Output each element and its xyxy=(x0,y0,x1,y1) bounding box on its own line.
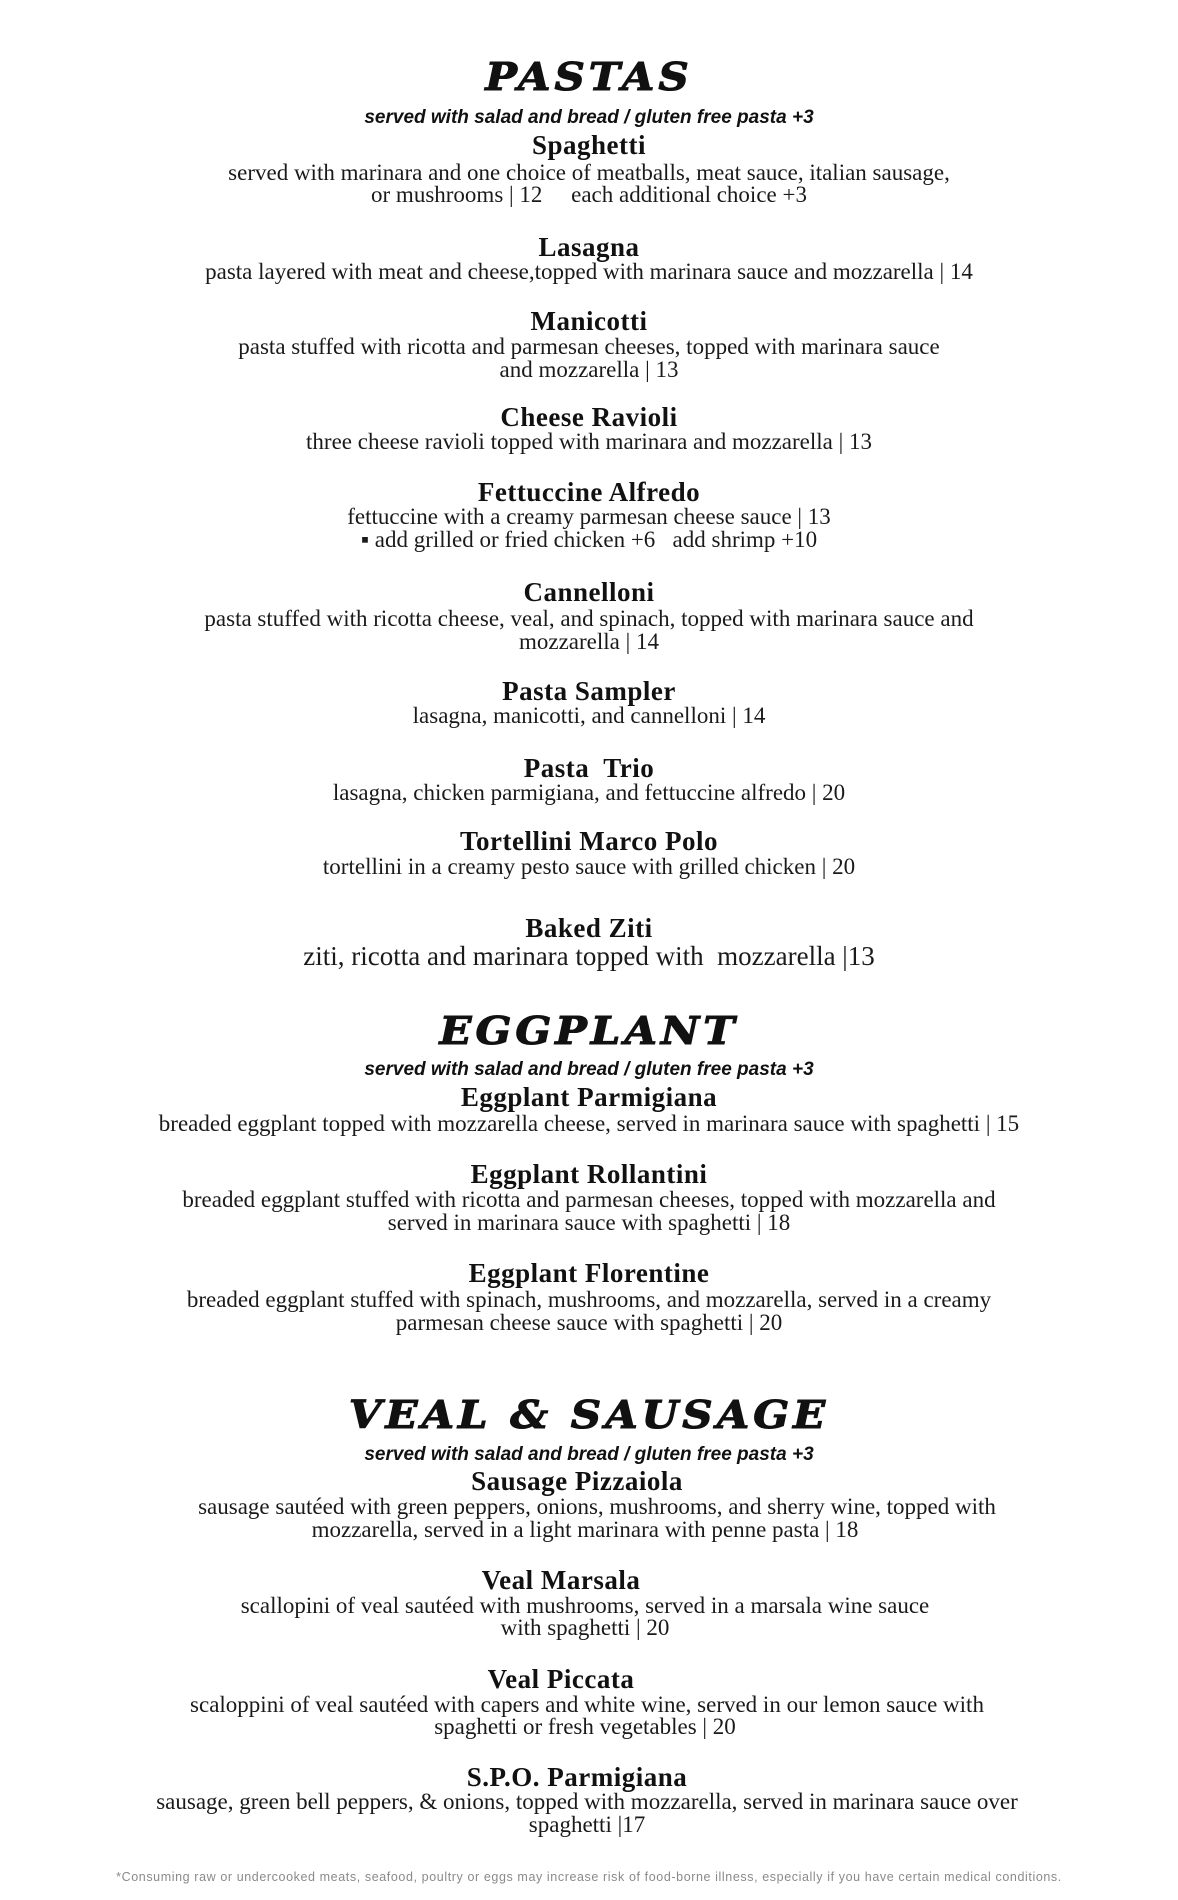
menu-item-name: Spaghetti xyxy=(531,130,647,160)
menu-item-desc: three cheese ravioli topped with marinara and mozzarella | 13 xyxy=(306,429,872,454)
menu-item-desc: served with marinara and one choice of meatballs, meat sauce, italian sausage, xyxy=(228,160,950,185)
menu-item-name: Manicotti xyxy=(530,306,648,336)
menu-item-desc: pasta stuffed with ricotta cheese, veal, and spinach, topped with marinara sauce and xyxy=(204,606,974,631)
menu-item-name: Baked Ziti xyxy=(525,913,653,943)
menu-item-desc: breaded eggplant stuffed with ricotta and parmesan cheeses, topped with mozzarella and xyxy=(182,1187,996,1212)
menu-item-desc: fettuccine with a creamy parmesan cheese sauce | 13 xyxy=(347,504,831,529)
section-subtitle-pastas: served with salad and bread / gluten free pasta +3 xyxy=(364,107,814,128)
menu-item-name: S.P.O. Parmigiana xyxy=(466,1762,688,1792)
menu-item-name: Eggplant Parmigiana xyxy=(460,1082,718,1112)
menu-item-desc: and mozzarella | 13 xyxy=(499,357,679,382)
menu-item-name: Lasagna xyxy=(538,232,640,262)
section-title-veal-sausage: VEAL & SAUSAGE xyxy=(348,1392,830,1438)
menu-item-name: Pasta Trio xyxy=(523,753,655,783)
menu-item-desc: with spaghetti | 20 xyxy=(500,1615,670,1640)
section-subtitle-eggplant: served with salad and bread / gluten free pasta +3 xyxy=(364,1059,814,1080)
menu-item-desc: sausage sautéed with green peppers, onions, mushrooms, and sherry wine, topped with xyxy=(198,1494,996,1519)
menu-item-desc: ▪ add grilled or fried chicken +6 add shrimp +10 xyxy=(360,527,818,552)
menu-item-desc: scaloppini of veal sautéed with capers and white wine, served in our lemon sauce with xyxy=(190,1692,984,1717)
menu-item-desc: mozzarella | 14 xyxy=(519,629,659,654)
section-title-eggplant: EGGPLANT xyxy=(439,1008,739,1054)
menu-item-name: Eggplant Rollantini xyxy=(470,1159,708,1189)
menu-item-desc: spaghetti or fresh vegetables | 20 xyxy=(434,1714,736,1739)
menu-item-desc: pasta layered with meat and cheese,topped with marinara sauce and mozzarella | 14 xyxy=(205,259,973,284)
menu-item-name: Veal Piccata xyxy=(487,1664,635,1694)
menu-item-desc: served in marinara sauce with spaghetti | 18 xyxy=(387,1210,791,1235)
menu-item-desc: pasta stuffed with ricotta and parmesan cheeses, topped with marinara sauce xyxy=(238,334,940,359)
menu-item-name: Tortellini Marco Polo xyxy=(460,826,718,856)
menu-item-desc: spaghetti |17 xyxy=(528,1812,646,1837)
menu-item-name: Pasta Sampler xyxy=(502,676,676,706)
menu-item-desc: sausage, green bell peppers, & onions, topped with mozzarella, served in marinara sauce over xyxy=(156,1789,1018,1814)
menu-item-desc: breaded eggplant stuffed with spinach, mushrooms, and mozzarella, served in a creamy xyxy=(186,1287,992,1312)
menu-item-name: Cheese Ravioli xyxy=(500,402,678,432)
menu-item-desc: parmesan cheese sauce with spaghetti | 20 xyxy=(395,1310,783,1335)
menu-item-desc: lasagna, manicotti, and cannelloni | 14 xyxy=(412,703,766,728)
menu-item-desc: mozzarella, served in a light marinara with penne pasta | 18 xyxy=(311,1517,859,1542)
menu-item-name: Eggplant Florentine xyxy=(468,1258,710,1288)
menu-item-desc: breaded eggplant topped with mozzarella cheese, served in marinara sauce with spaghetti | 15 xyxy=(158,1111,1020,1136)
menu-item-desc: ziti, ricotta and marinara topped with mozzarella |13 xyxy=(303,941,875,971)
menu-item-name: Sausage Pizzaiola xyxy=(471,1466,683,1496)
menu-item-name: Fettuccine Alfredo xyxy=(477,477,701,507)
section-subtitle-veal-sausage: served with salad and bread / gluten free pasta +3 xyxy=(364,1444,814,1465)
menu-item-desc: tortellini in a creamy pesto sauce with grilled chicken | 20 xyxy=(322,854,856,879)
section-title-pastas: PASTAS xyxy=(485,54,693,100)
menu-item-name: Cannelloni xyxy=(523,577,655,607)
menu-item-desc: or mushrooms | 12 each additional choice +3 xyxy=(371,182,807,207)
footer-disclaimer: *Consuming raw or undercooked meats, seafood, poultry or eggs may increase risk of food-borne illness, especially if you have certain medical conditions. xyxy=(116,1870,1062,1884)
menu-item-desc: scallopini of veal sautéed with mushrooms, served in a marsala wine sauce xyxy=(240,1593,930,1618)
menu-item-name: Veal Marsala xyxy=(481,1565,641,1595)
menu-item-desc: lasagna, chicken parmigiana, and fettuccine alfredo | 20 xyxy=(332,780,846,805)
